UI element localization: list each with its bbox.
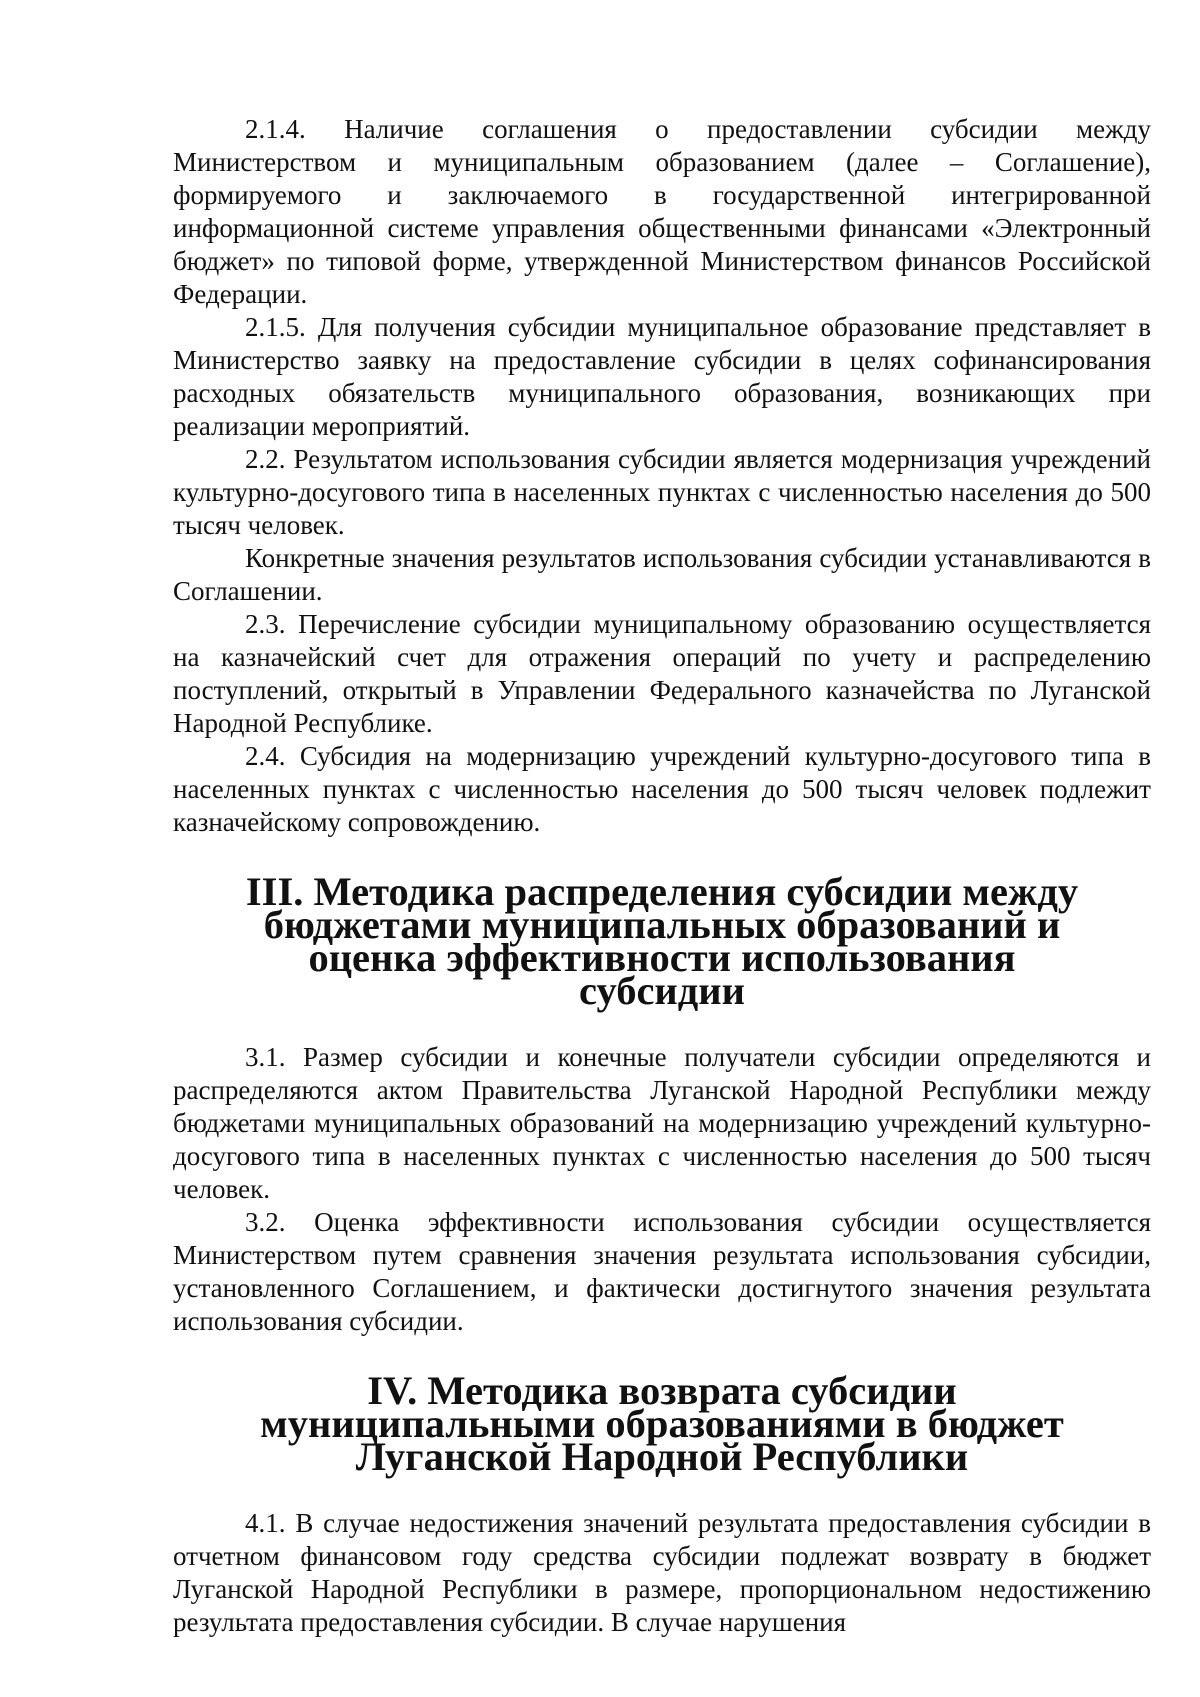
- paragraph-2-2: 2.2. Результатом использования субсидии является модернизация учреждений культурно-досугового типа в населенных пунктах с численностью населения до 500 тысяч человек.: [173, 444, 1151, 540]
- paragraph-2-3: 2.3. Перечисление субсидии муниципальному образованию осуществляется на казначейский счет для отражения операций по учету и распределению поступлений, открытый в Управлении Федерального казначейства по Луганской Народной Республике.: [173, 609, 1151, 738]
- paragraph-2-1-4: 2.1.4. Наличие соглашения о предоставлении субсидии между Министерством и муниципальным образованием (далее – Соглашение), формируемого и заключаемого в государственной интегрированной информационной системе управления общественными финансами «Электронный бюджет» по типовой форме, утвержденной Министерством финансов Российской Федерации.: [173, 114, 1151, 309]
- section-3-heading: III. Методика распределения субсидии между бюджетами муниципальных образований и оценка эффективности использования субсидии: [245, 869, 1079, 1013]
- document-page: [173, 113, 1151, 1639]
- paragraph-3-1: 3.1. Размер субсидии и конечные получатели субсидии определяются и распределяются актом Правительства Луганской Народной Республики между бюджетами муниципальных образований на модернизацию учреждений культурно-досугового типа в населенных пунктах с численностью населения до 500 тысяч человек.: [173, 1042, 1151, 1204]
- paragraph-2-1-5: 2.1.5. Для получения субсидии муниципальное образование представляет в Министерство заявку на предоставление субсидии в целях софинансирования расходных обязательств муниципального образования, возникающих при реализации мероприятий.: [173, 312, 1151, 441]
- paragraph-4-1: 4.1. В случае недостижения значений результата предоставления субсидии в отчетном финансовом году средства субсидии подлежат возврату в бюджет Луганской Народной Республики в размере, пропорциональном недостижению результата предоставления субсидии. В случае нарушения: [173, 1508, 1151, 1637]
- paragraph-3-2: 3.2. Оценка эффективности использования субсидии осуществляется Министерством путем сравнения значения результата использования субсидии, установленного Соглашением, и фактически достигнутого значения результата использования субсидии.: [173, 1207, 1151, 1336]
- paragraph-2-4: 2.4. Субсидия на модернизацию учреждений культурно-досугового типа в населенных пунктах с численностью населения до 500 тысяч человек подлежит казначейскому сопровождению.: [173, 741, 1151, 837]
- section-4-heading: IV. Методика возврата субсидии муниципальными образованиями в бюджет Луганской Народной Республики: [260, 1368, 1064, 1479]
- paragraph-2-2-values: Конкретные значения результатов использования субсидии устанавливаются в Соглашении.: [173, 543, 1151, 606]
